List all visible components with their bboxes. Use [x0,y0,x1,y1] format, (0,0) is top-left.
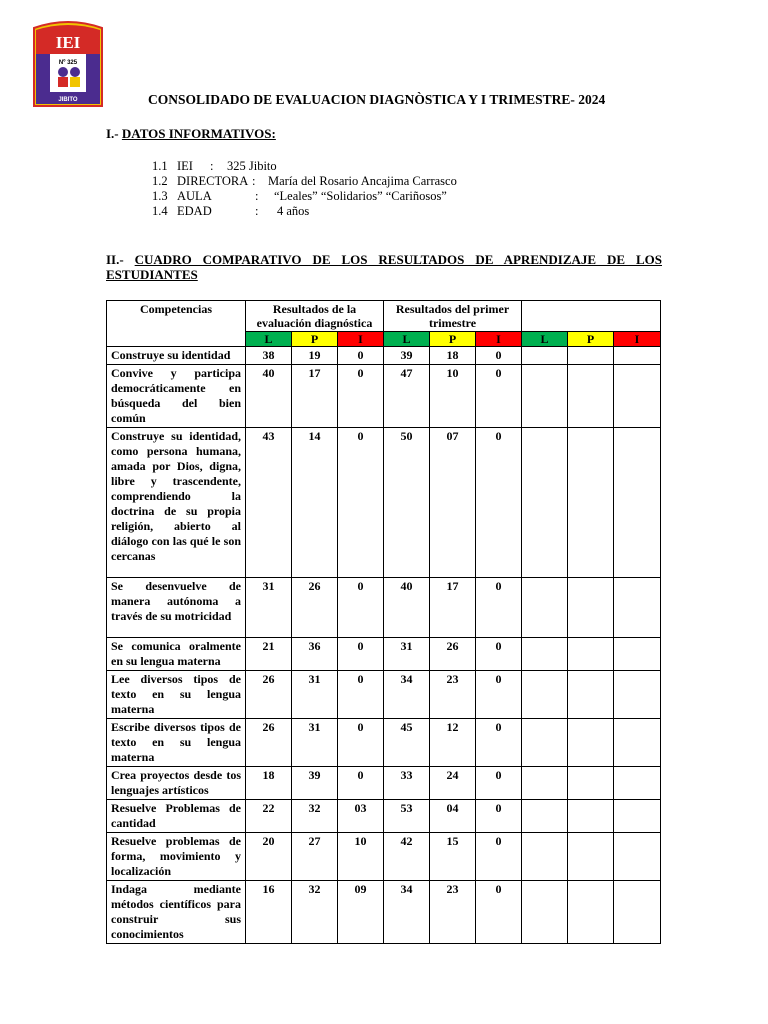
value-cell: 16 [246,881,292,944]
table-row [107,365,661,428]
level-label-l: L [384,332,430,347]
competencia-cell: Indaga mediante métodos científicos para construir sus conocimientos [107,881,246,944]
info-label: DIRECTORA [177,174,249,188]
value-cell [614,719,661,767]
section-1-title: DATOS INFORMATIVOS: [121,126,276,141]
value-cell [614,833,661,881]
value-cell [614,428,661,578]
value-cell: 36 [292,638,338,671]
value-cell [568,365,614,428]
info-value: “Leales” “Solidarios” “Cariñosos” [274,189,447,203]
value-cell [522,671,568,719]
value-cell [614,365,661,428]
logo-text-bottom: JIBITO [58,97,78,103]
value-cell: 23 [430,671,476,719]
table-row [107,881,661,944]
value-cell: 31 [246,578,292,638]
value-cell [522,800,568,833]
value-cell: 0 [338,638,384,671]
table-row [107,347,661,365]
table-row [107,767,661,800]
value-cell: 31 [292,671,338,719]
info-label: AULA [177,189,212,203]
value-cell: 45 [384,719,430,767]
value-cell: 38 [246,347,292,365]
value-cell: 0 [476,365,522,428]
info-num: 1.4 [152,204,168,218]
value-cell [522,365,568,428]
value-cell: 0 [338,671,384,719]
competencia-cell: Se comunica oralmente en su lengua materna [107,638,246,671]
table-row [107,833,661,881]
value-cell [522,638,568,671]
section-2-title: CUADRO COMPARATIVO DE LOS RESULTADOS DE APRENDIZAJE DE LOS ESTUDIANTES [106,252,662,282]
level-label-i: I [476,332,522,347]
value-cell: 19 [292,347,338,365]
value-cell: 26 [246,671,292,719]
competencia-cell: Crea proyectos desde tos lenguajes artísticos [107,767,246,800]
value-cell: 27 [292,833,338,881]
competencia-cell: Lee diversos tipos de texto en su lengua materna [107,671,246,719]
competencia-cell: Se desenvuelve de manera autónoma a través de su motricidad [107,578,246,638]
value-cell: 39 [384,347,430,365]
value-cell: 22 [246,800,292,833]
info-colon: : [255,189,259,203]
value-cell: 23 [430,881,476,944]
section-1-number: I.- [106,126,122,141]
value-cell [522,767,568,800]
value-cell: 0 [476,428,522,578]
value-cell: 21 [246,638,292,671]
value-cell [522,347,568,365]
level-label-l: L [522,332,568,347]
competencia-cell: Resuelve Problemas de cantidad [107,800,246,833]
value-cell: 18 [430,347,476,365]
value-cell: 0 [476,767,522,800]
value-cell: 10 [338,833,384,881]
value-cell: 0 [476,347,522,365]
value-cell [568,671,614,719]
value-cell [522,428,568,578]
header-first-trimester: Resultados del primer trimestre [384,301,522,332]
competencia-cell: Construye su identidad, como persona humana, amada por Dios, digna, libre y trascendente, comprendiendo la doctrina de su propia religión, abierto al diálogo con las qué le son cercanas [107,428,246,578]
info-colon: : [210,159,214,173]
value-cell: 26 [430,638,476,671]
value-cell [568,638,614,671]
value-cell: 43 [246,428,292,578]
value-cell: 17 [292,365,338,428]
value-cell: 07 [430,428,476,578]
value-cell [522,881,568,944]
value-cell [522,719,568,767]
level-label-l: L [246,332,292,347]
table-row [107,671,661,719]
info-num: 1.2 [152,174,168,188]
value-cell [614,800,661,833]
table-row [107,638,661,671]
section-2-heading [106,252,662,282]
value-cell: 03 [338,800,384,833]
value-cell: 0 [338,347,384,365]
value-cell: 14 [292,428,338,578]
value-cell: 33 [384,767,430,800]
table-row [107,578,661,638]
value-cell: 15 [430,833,476,881]
logo-text-number: Nº 325 [58,60,78,66]
value-cell: 0 [476,719,522,767]
info-value: 4 años [277,204,310,218]
info-num: 1.1 [152,159,168,173]
value-cell: 10 [430,365,476,428]
info-value: 325 Jibito [227,159,277,173]
value-cell: 24 [430,767,476,800]
value-cell [568,578,614,638]
info-label: EDAD [177,204,212,218]
value-cell: 47 [384,365,430,428]
value-cell [568,428,614,578]
value-cell: 53 [384,800,430,833]
value-cell [568,767,614,800]
section-1-heading [106,126,276,142]
header-empty-group [522,301,661,332]
value-cell [522,578,568,638]
info-colon: : [255,204,259,218]
value-cell: 12 [430,719,476,767]
info-num: 1.3 [152,189,168,203]
value-cell: 39 [292,767,338,800]
value-cell: 0 [476,578,522,638]
value-cell: 09 [338,881,384,944]
table-row [107,800,661,833]
value-cell [568,800,614,833]
value-cell [568,719,614,767]
header-competencias: Competencias [107,301,246,347]
document-title: CONSOLIDADO DE EVALUACION DIAGNÒSTICA Y I TRIMESTRE- 2024 [148,92,606,107]
logo-text-top: IEI [55,33,81,52]
value-cell: 17 [430,578,476,638]
level-label-i: I [614,332,661,347]
value-cell: 0 [338,719,384,767]
value-cell [614,578,661,638]
school-logo [30,20,106,108]
value-cell: 0 [476,833,522,881]
level-label-p: P [568,332,614,347]
info-value: María del Rosario Ancajima Carrasco [268,174,457,188]
value-cell: 31 [384,638,430,671]
value-cell: 32 [292,881,338,944]
table-row [107,428,661,578]
value-cell: 26 [292,578,338,638]
value-cell: 18 [246,767,292,800]
level-label-p: P [292,332,338,347]
value-cell: 0 [338,578,384,638]
value-cell: 34 [384,671,430,719]
results-table-body [107,347,661,944]
info-label: IEI [177,159,193,173]
level-label-p: P [430,332,476,347]
value-cell [568,881,614,944]
value-cell: 0 [476,800,522,833]
value-cell [568,833,614,881]
value-cell: 40 [384,578,430,638]
value-cell [614,881,661,944]
value-cell [522,833,568,881]
value-cell [614,671,661,719]
table-row [107,719,661,767]
value-cell: 34 [384,881,430,944]
value-cell: 0 [476,881,522,944]
competencia-cell: Construye su identidad [107,347,246,365]
school-crest-icon [30,20,106,108]
value-cell: 0 [476,671,522,719]
value-cell: 0 [476,638,522,671]
value-cell: 32 [292,800,338,833]
value-cell: 0 [338,428,384,578]
value-cell [614,638,661,671]
value-cell: 04 [430,800,476,833]
value-cell: 0 [338,365,384,428]
info-colon: : [252,174,256,188]
competencia-cell: Escribe diversos tipos de texto en su lengua materna [107,719,246,767]
competencia-cell: Convive y participa democráticamente en búsqueda del bien común [107,365,246,428]
header-diagnostic: Resultados de la evaluación diagnóstica [246,301,384,332]
value-cell [568,347,614,365]
section-2-number: II.- [106,252,135,267]
value-cell: 40 [246,365,292,428]
level-label-i: I [338,332,384,347]
value-cell: 50 [384,428,430,578]
value-cell: 31 [292,719,338,767]
value-cell: 42 [384,833,430,881]
value-cell: 0 [338,767,384,800]
value-cell: 26 [246,719,292,767]
results-table [106,300,661,944]
value-cell [614,767,661,800]
competencia-cell: Resuelve problemas de forma, movimiento y localización [107,833,246,881]
value-cell [614,347,661,365]
value-cell: 20 [246,833,292,881]
